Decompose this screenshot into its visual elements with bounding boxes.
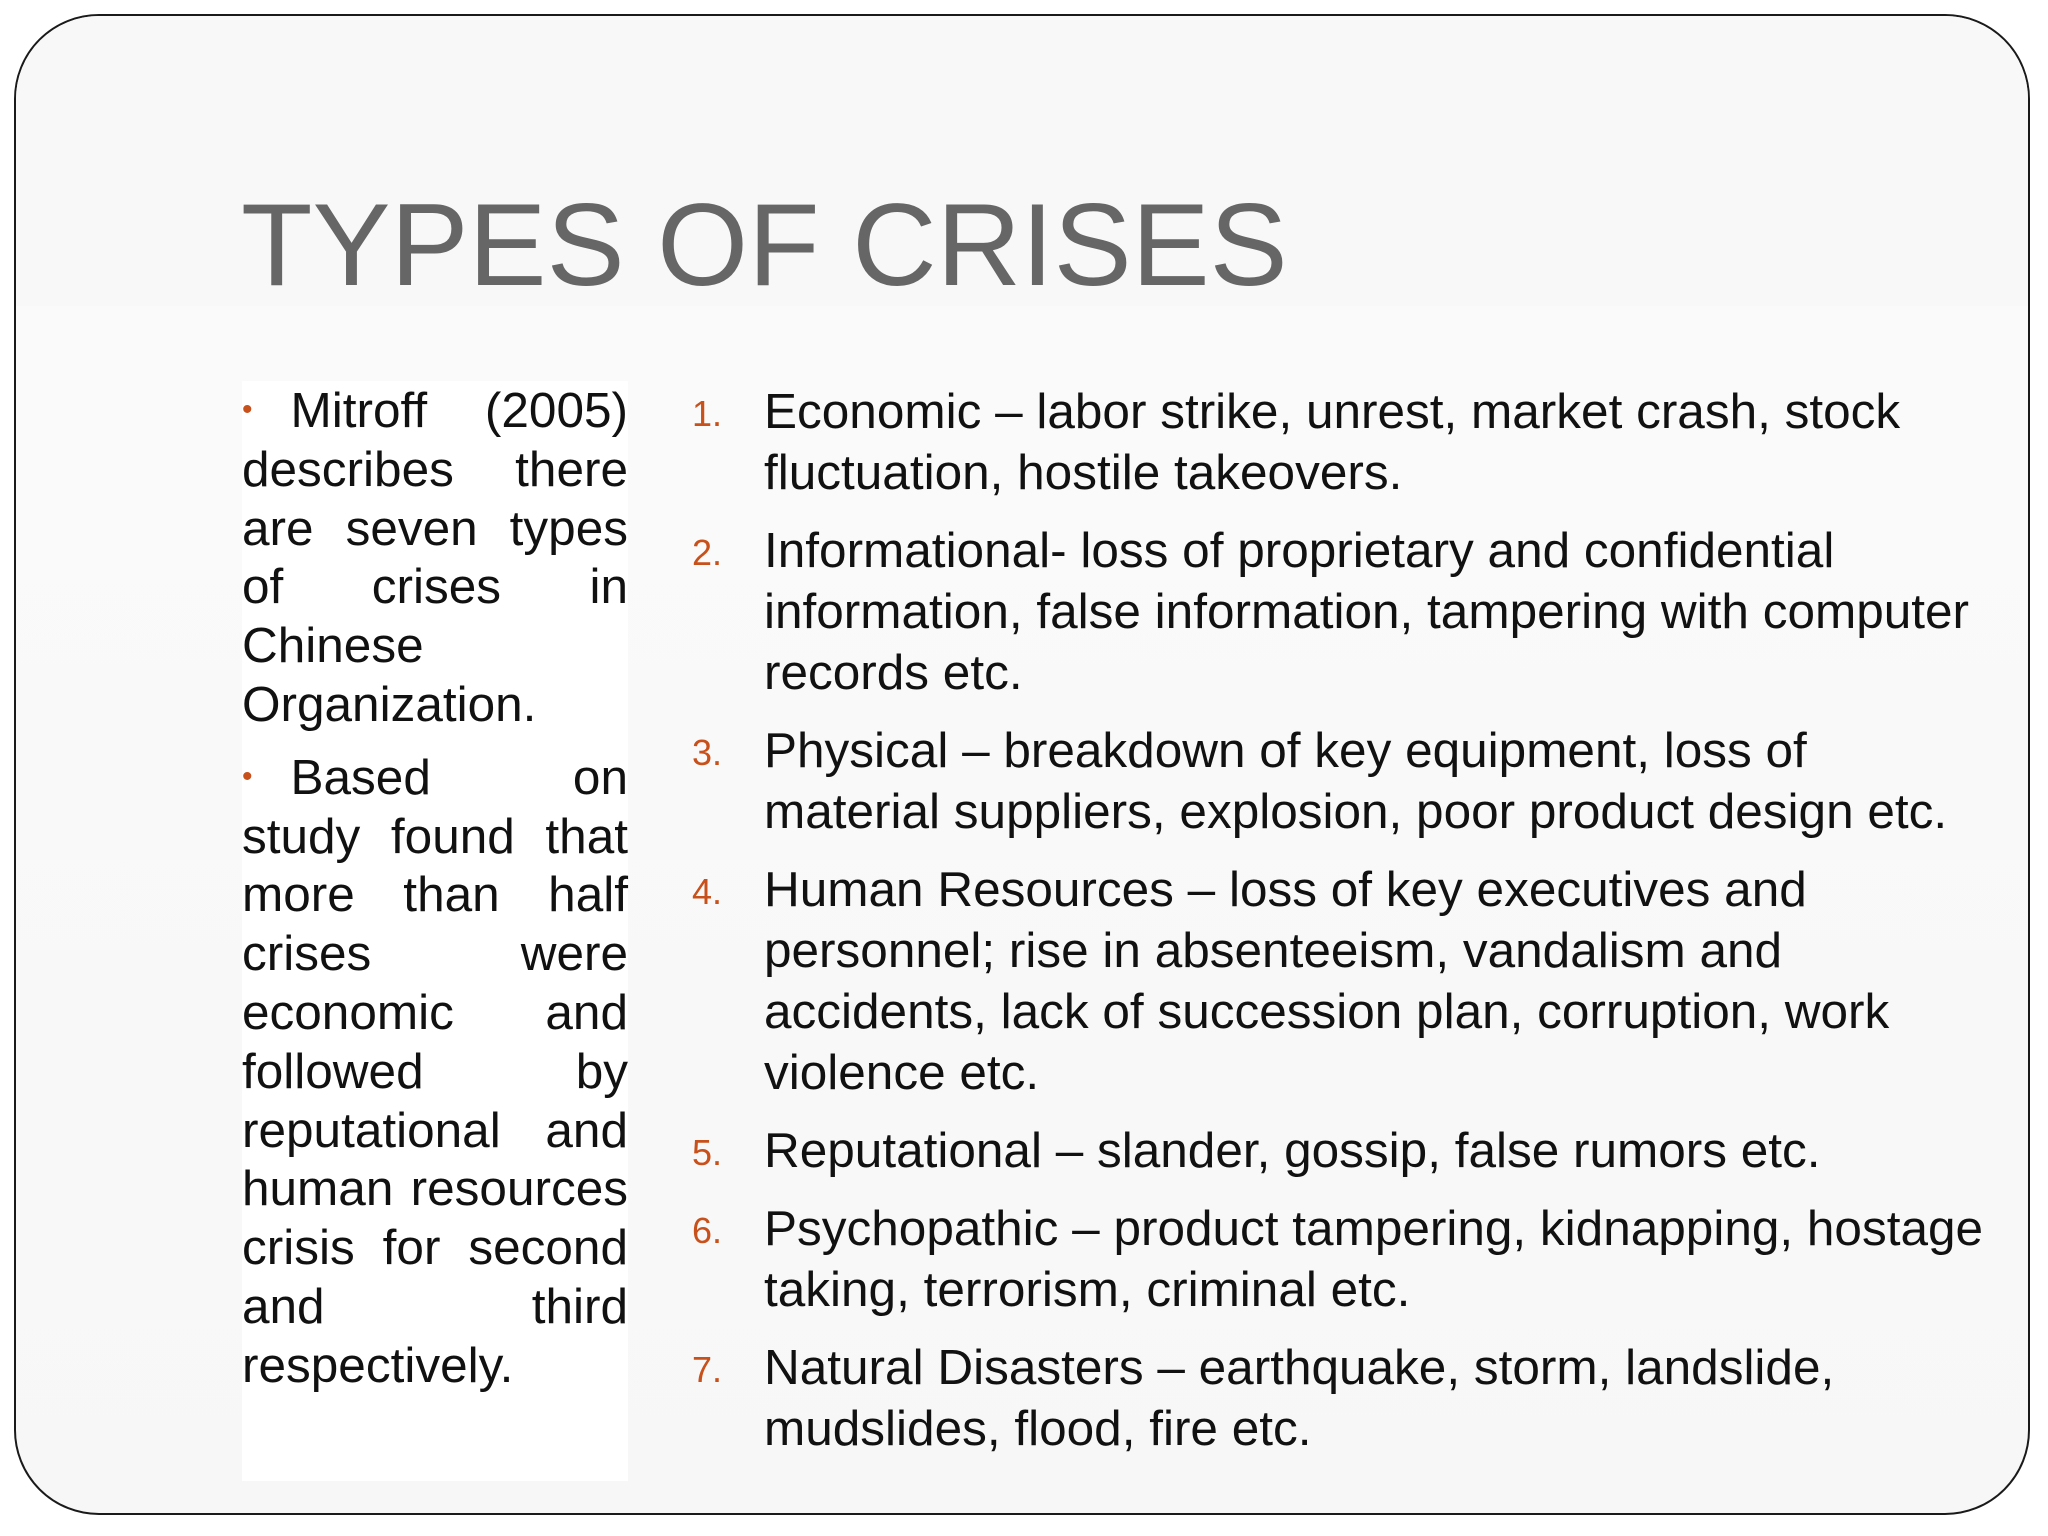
list-number: 7. xyxy=(692,1349,723,1390)
list-item xyxy=(692,520,1996,703)
list-item-text: Physical – breakdown of key equipment, loss of material suppliers, explosion, poor product design etc. xyxy=(764,723,1948,839)
list-number: 3. xyxy=(692,732,723,773)
list-item-text: Informational- loss of proprietary and confidential information, false information, tampering with computer records etc. xyxy=(764,523,1970,700)
list-number: 2. xyxy=(692,532,723,573)
bullet-column xyxy=(242,381,628,1481)
list-item xyxy=(692,1198,1996,1320)
list-item xyxy=(692,381,1996,503)
numbered-list xyxy=(692,381,1996,1501)
list-item xyxy=(692,859,1996,1103)
list-item-text: Economic – labor strike, unrest, market crash, stock fluctuation, hostile takeovers. xyxy=(764,384,1901,500)
list-item xyxy=(692,1120,1996,1181)
bullet-dot-icon: • xyxy=(242,393,253,426)
list-item-text: Reputational – slander, gossip, false rumors etc. xyxy=(764,1123,1821,1178)
bullet-item xyxy=(242,381,628,735)
list-item xyxy=(692,720,1996,842)
list-item-text: Human Resources – loss of key executives and personnel; rise in absenteeism, vandalism and accidents, lack of succession plan, corruption, work violence etc. xyxy=(764,862,1890,1100)
list-item-text: Psychopathic – product tampering, kidnapping, hostage taking, terrorism, criminal etc. xyxy=(764,1201,1984,1317)
bullet-text: Mitroff (2005) describes there are seven types of crises in Chinese Organization. xyxy=(242,383,628,732)
list-number: 5. xyxy=(692,1132,723,1173)
list-item xyxy=(692,1337,1996,1459)
slide-frame xyxy=(14,14,2030,1515)
list-item-text: Natural Disasters – earthquake, storm, landslide, mudslides, flood, fire etc. xyxy=(764,1340,1835,1456)
list-number: 6. xyxy=(692,1210,723,1251)
bullet-dot-icon: • xyxy=(242,759,253,793)
slide-title: TYPES OF CRISES xyxy=(241,179,1288,310)
list-number: 4. xyxy=(692,871,723,912)
bullet-item xyxy=(242,748,628,1396)
list-number: 1. xyxy=(692,393,723,434)
bullet-text: Based on study found that more than half crises were economic and followed by reputational and human resources crisis for second and third respectively. xyxy=(242,749,628,1393)
